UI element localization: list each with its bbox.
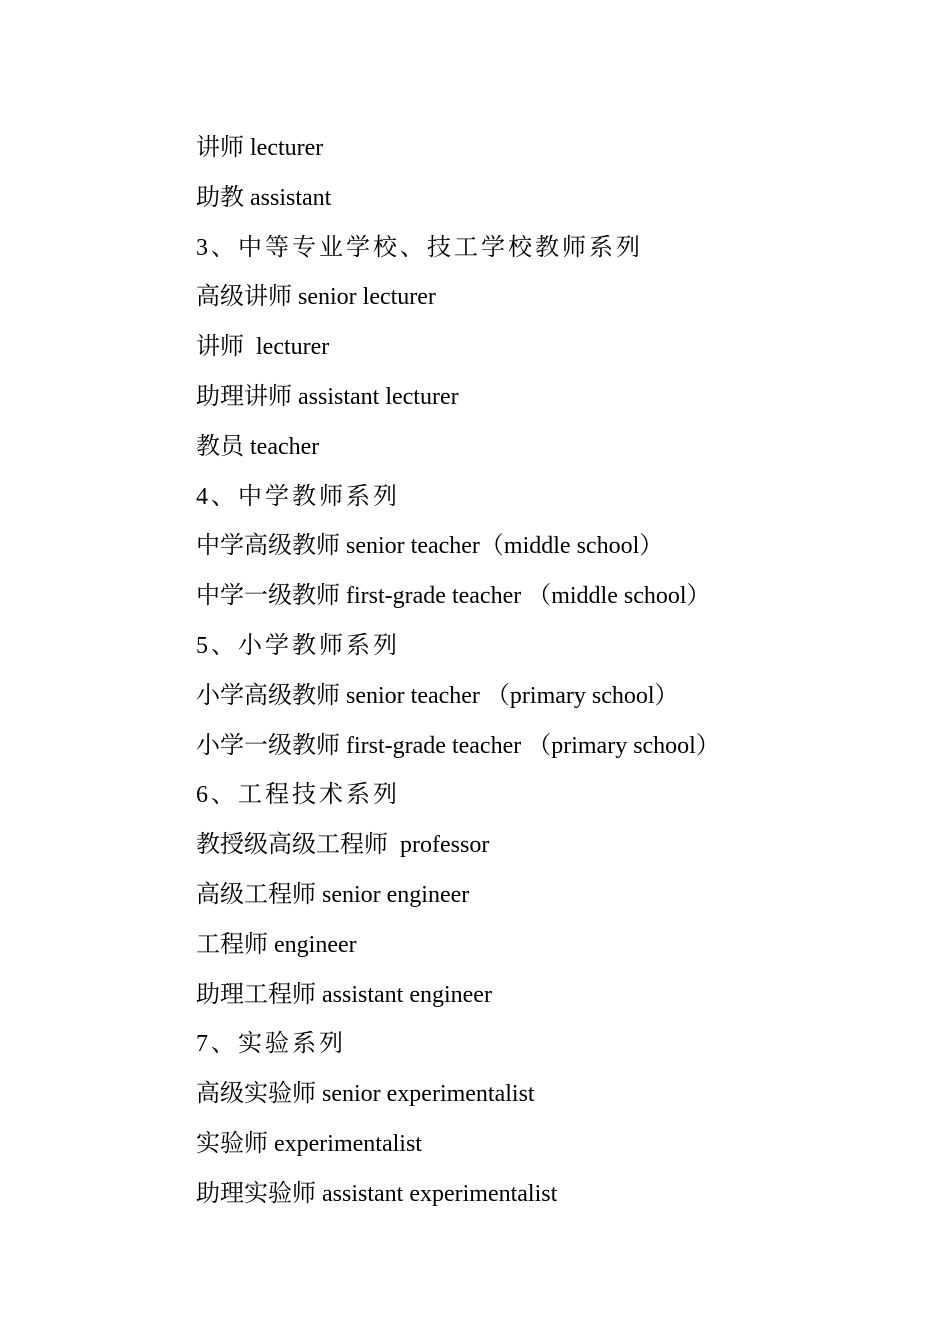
entry-line: 高级实验师 senior experimentalist xyxy=(196,1081,535,1108)
entry-line: 助教 assistant xyxy=(196,184,332,211)
entry-line: 实验师 experimentalist xyxy=(196,1130,422,1157)
entry-line: 教授级高级工程师 professor xyxy=(196,832,490,859)
entry-line: 教员 teacher xyxy=(196,433,320,460)
section-heading: 6、工程技术系列 xyxy=(196,782,400,809)
section-heading: 7、实验系列 xyxy=(196,1031,346,1058)
entry-line: 高级讲师 senior lecturer xyxy=(196,284,436,311)
entry-line: 助理实验师 assistant experimentalist xyxy=(196,1180,558,1207)
entry-line: 小学一级教师 first-grade teacher （primary school） xyxy=(196,732,720,759)
entry-line: 讲师 lecturer xyxy=(196,334,330,361)
entry-line: 中学一级教师 first-grade teacher （middle school） xyxy=(196,583,711,610)
entry-line: 中学高级教师 senior teacher（middle school） xyxy=(196,533,664,560)
section-heading: 3、中等专业学校、技工学校教师系列 xyxy=(196,234,643,261)
entry-line: 高级工程师 senior engineer xyxy=(196,881,470,908)
entry-line: 助理工程师 assistant engineer xyxy=(196,981,492,1008)
section-heading: 4、中学教师系列 xyxy=(196,483,400,510)
entry-line: 工程师 engineer xyxy=(196,931,357,958)
document-body xyxy=(196,124,896,1220)
entry-line: 讲师 lecturer xyxy=(196,135,324,161)
section-heading: 5、小学教师系列 xyxy=(196,632,400,659)
entry-line: 小学高级教师 senior teacher （primary school） xyxy=(196,682,679,709)
entry-line: 助理讲师 assistant lecturer xyxy=(196,383,459,410)
